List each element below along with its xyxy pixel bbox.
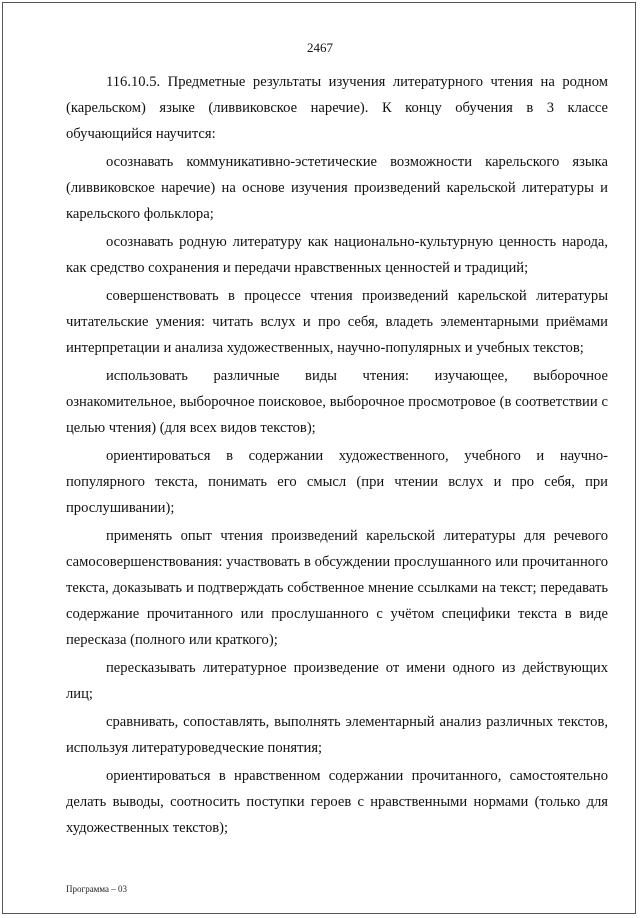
paragraph-item: применять опыт чтения произведений карельской литературы для речевого самосовершенствования: участвовать в обсуждении прослушанного или прочитанного текста, доказывать и подтверждать собственное мнение ссылками на текст; передавать содержание прочитанного или прослушанного с учётом специфики текста в виде пересказа (полного или краткого); [66,528,608,648]
page-number: 2467 [307,40,333,55]
paragraph-item: совершенствовать в процессе чтения произведений карельской литературы читательские умения: читать вслух и про себя, владеть элементарными приёмами интерпретации и анализа художественных, научно-популярных и учебных текстов; [66,288,608,356]
paragraph-item: осознавать коммуникативно-эстетические возможности карельского языка (ливвиковское наречие) на основе изучения произведений карельской литературы и карельского фольклора; [66,154,608,222]
paragraph-item: пересказывать литературное произведение от имени одного из действующих лиц; [66,660,608,702]
paragraph-item: использовать различные виды чтения: изучающее, выборочное ознакомительное, выборочное поисковое, выборочное просмотровое (в соответствии с целью чтения) (для всех видов текстов); [66,368,608,436]
footer-program-label: Программа – 03 [66,884,128,894]
paragraph-intro: 116.10.5. Предметные результаты изучения литературного чтения на родном (карельском) языке (ливвиковское наречие). К концу обучения в 3 классе обучающийся научится: [66,74,608,142]
paragraph-item: осознавать родную литературу как национально-культурную ценность народа, как средство сохранения и передачи нравственных ценностей и традиций; [66,234,608,276]
paragraph-item: сравнивать, сопоставлять, выполнять элементарный анализ различных текстов, используя литературоведческие понятия; [66,714,608,756]
paragraph-item: ориентироваться в нравственном содержании прочитанного, самостоятельно делать выводы, соотносить поступки героев с нравственными нормами (только для художественных текстов); [66,768,608,836]
document-body [66,69,608,843]
paragraph-item: ориентироваться в содержании художественного, учебного и научно-популярного текста, понимать его смысл (при чтении вслух и про себя, при прослушивании); [66,448,608,516]
